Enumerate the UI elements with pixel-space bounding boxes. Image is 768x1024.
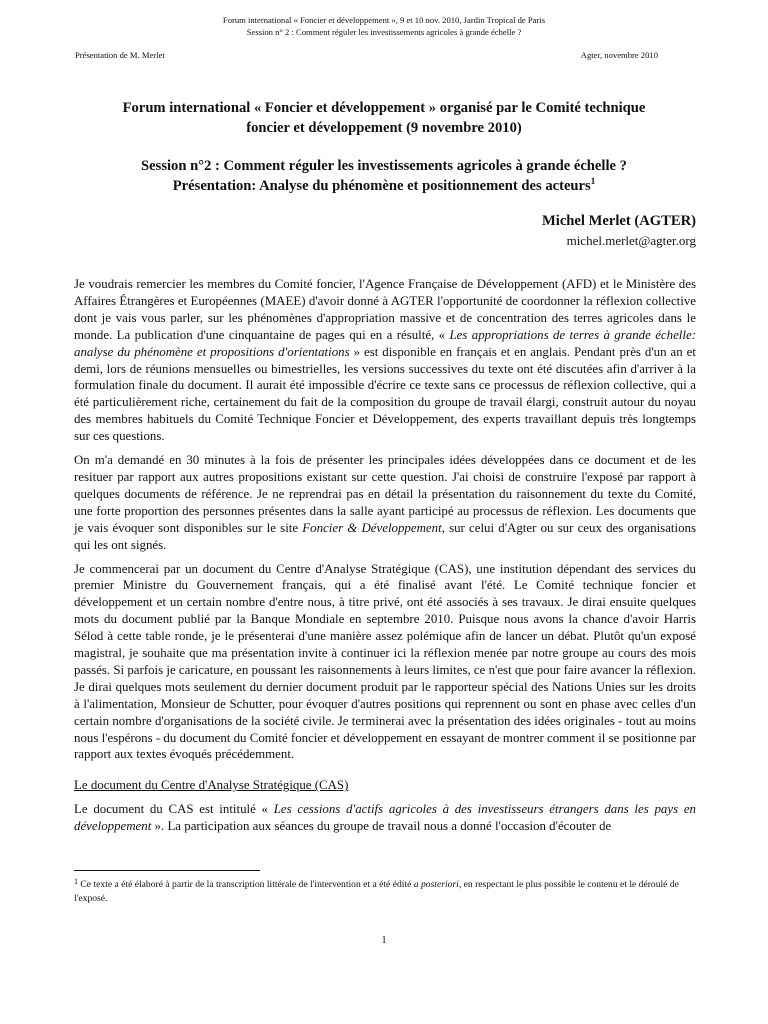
header-left: Présentation de M. Merlet (75, 50, 165, 60)
p2-site-italic: Foncier & Développement (302, 520, 442, 535)
p1-title-italic: Les appropriations de terres à grande échelle: analyse du phénomène et propositions d'orientations (74, 327, 696, 359)
footnote (74, 878, 696, 906)
footnote-text-a: Ce texte a été élaboré à partir de la transcription littérale de l'intervention et a été édité (80, 879, 412, 890)
paragraph-4 (74, 801, 696, 835)
paragraph-2 (74, 452, 696, 553)
document-title (70, 98, 698, 138)
footnote-number: 1 (74, 877, 78, 886)
p4-text-a: Le document du CAS est intitulé « (74, 802, 268, 817)
page-number: 1 (381, 935, 387, 946)
header-line-1: Forum international « Foncier et développement », 9 et 10 nov. 2010, Jardin Tropical de Paris (222, 15, 546, 25)
author-email: michel.merlet@agter.org (566, 233, 696, 248)
footnote-italic: a posteriori (413, 879, 459, 890)
title-line-1: Forum international « Foncier et développement » organisé par le Comité technique (122, 100, 646, 116)
header-right: Agter, novembre 2010 (580, 50, 658, 60)
p1-text-b: » est disponible en français et en anglais. Pendant près d'un an et demi, lors de réunions mensuelles ou bimestrielles, les versions successives du texte ont été discutées afin d'arriver à la formulation finale du document. Il aurait été impossible d'écrire ce texte sans ce processus de réflexion collective, qui a été particulièrement riche, certainement du fait de la composition du groupe de travail élargi, construit autour du noyau des membres habituels du Comité Technique Foncier et Développement, des experts travaillant depuis très longtemps sur ces questions. (74, 344, 696, 444)
paragraph-1 (74, 276, 696, 445)
p1-text-a: Je voudrais remercier les membres du Comité foncier, l'Agence Française de Développement (AFD) et le Ministère des Affaires Étrangères et Européennes (MAEE) d'avoir donné à AGTER l'opportunité de coordonner la réflexion collective dont je vais vous parler, sur les phénomènes d'appropriation massive et de concentration des terres agricoles dans le monde. La publication d'une cinquantaine de pages qui en a résulté, « (74, 277, 696, 342)
p2-text-b: , sur celui d'Agter ou sur ceux des organisations qui les ont signés. (74, 520, 696, 552)
p4-title-italic: Les cessions d'actifs agricoles à des investisseurs étrangers dans les pays en développement (74, 802, 696, 834)
title-line-2: foncier et développement (9 novembre 2010) (246, 120, 522, 136)
footnote-separator (74, 870, 260, 871)
p4-text-b: ». La participation aux séances du groupe de travail nous a donné l'occasion d'écouter de (154, 819, 612, 834)
session-title (70, 156, 698, 196)
p2-text-a: On m'a demandé en 30 minutes à la fois de présenter les principales idées développées dans ce document et de les resituer par rapport aux autres propositions existant sur cette question. J'ai choisi de construire l'exposé par rapport à quelques documents de référence. Je ne reprendrai pas en détail la présentation du raisonnement du texte du Comité, une forte proportion des personnes présentes dans la salle ayant participé au processus de réflexion. Les documents que je vais évoquer sont disponibles sur le site (74, 453, 696, 535)
running-header (0, 14, 768, 38)
footnote-text-b: , en respectant le plus possible le contenu et le déroulé de l'exposé. (74, 879, 679, 904)
header-line-2: Session n° 2 : Comment réguler les investissements agricoles à grande échelle ? (246, 27, 522, 37)
body-text (74, 276, 696, 842)
presentation-text: Présentation: Analyse du phénomène et positionnement des acteurs (172, 178, 591, 194)
paragraph-3: Je commencerai par un document du Centre d'Analyse Stratégique (CAS), une institution dépendant des services du premier Ministre du Gouvernement français, qui a été finalisé avant l'été. Le Comité technique foncier et développement et un certain nombre d'entre nous, à titre privé, ont été associés à ses travaux. Je dirai ensuite quelques mots du document publié par la Banque Mondiale en septembre 2010. Puisque nous avons la chance d'avoir Harris Sélod à cette table ronde, je le présenterai d'une manière assez polémique afin de lancer un débat. Plutôt qu'un exposé magistral, je souhaite que ma présentation invite à continuer ici la réflexion menée par notre groupe au cours des mois passés. Si parfois je caricature, en poussant les raisonnements à leurs limites, ce n'est que pour faire avancer la réflexion. Je dirai quelques mots seulement du dernier document produit par le rapporteur spécial des Nations Unies sur les droits à l'alimentation, Monsieur de Schutter, pour évoquer d'autres positions qui reprennent ou sont en phase avec celles d'un certain nombre d'organisations de la société civile. Je terminerai avec la présentation des idées originales - tout au moins nous l'espérons - du document du Comité foncier et développement en essayant de montrer comment il se positionne par rapport aux textes évoqués précédemment. (74, 561, 696, 762)
section-title: Le document du Centre d'Analyse Stratégique (CAS) (74, 778, 349, 793)
session-line: Session n°2 : Comment réguler les investissements agricoles à grande échelle ? (141, 158, 627, 174)
footnote-mark[interactable]: 1 (590, 176, 596, 186)
author-name: Michel Merlet (AGTER) (542, 213, 696, 229)
presentation-line (70, 176, 698, 196)
